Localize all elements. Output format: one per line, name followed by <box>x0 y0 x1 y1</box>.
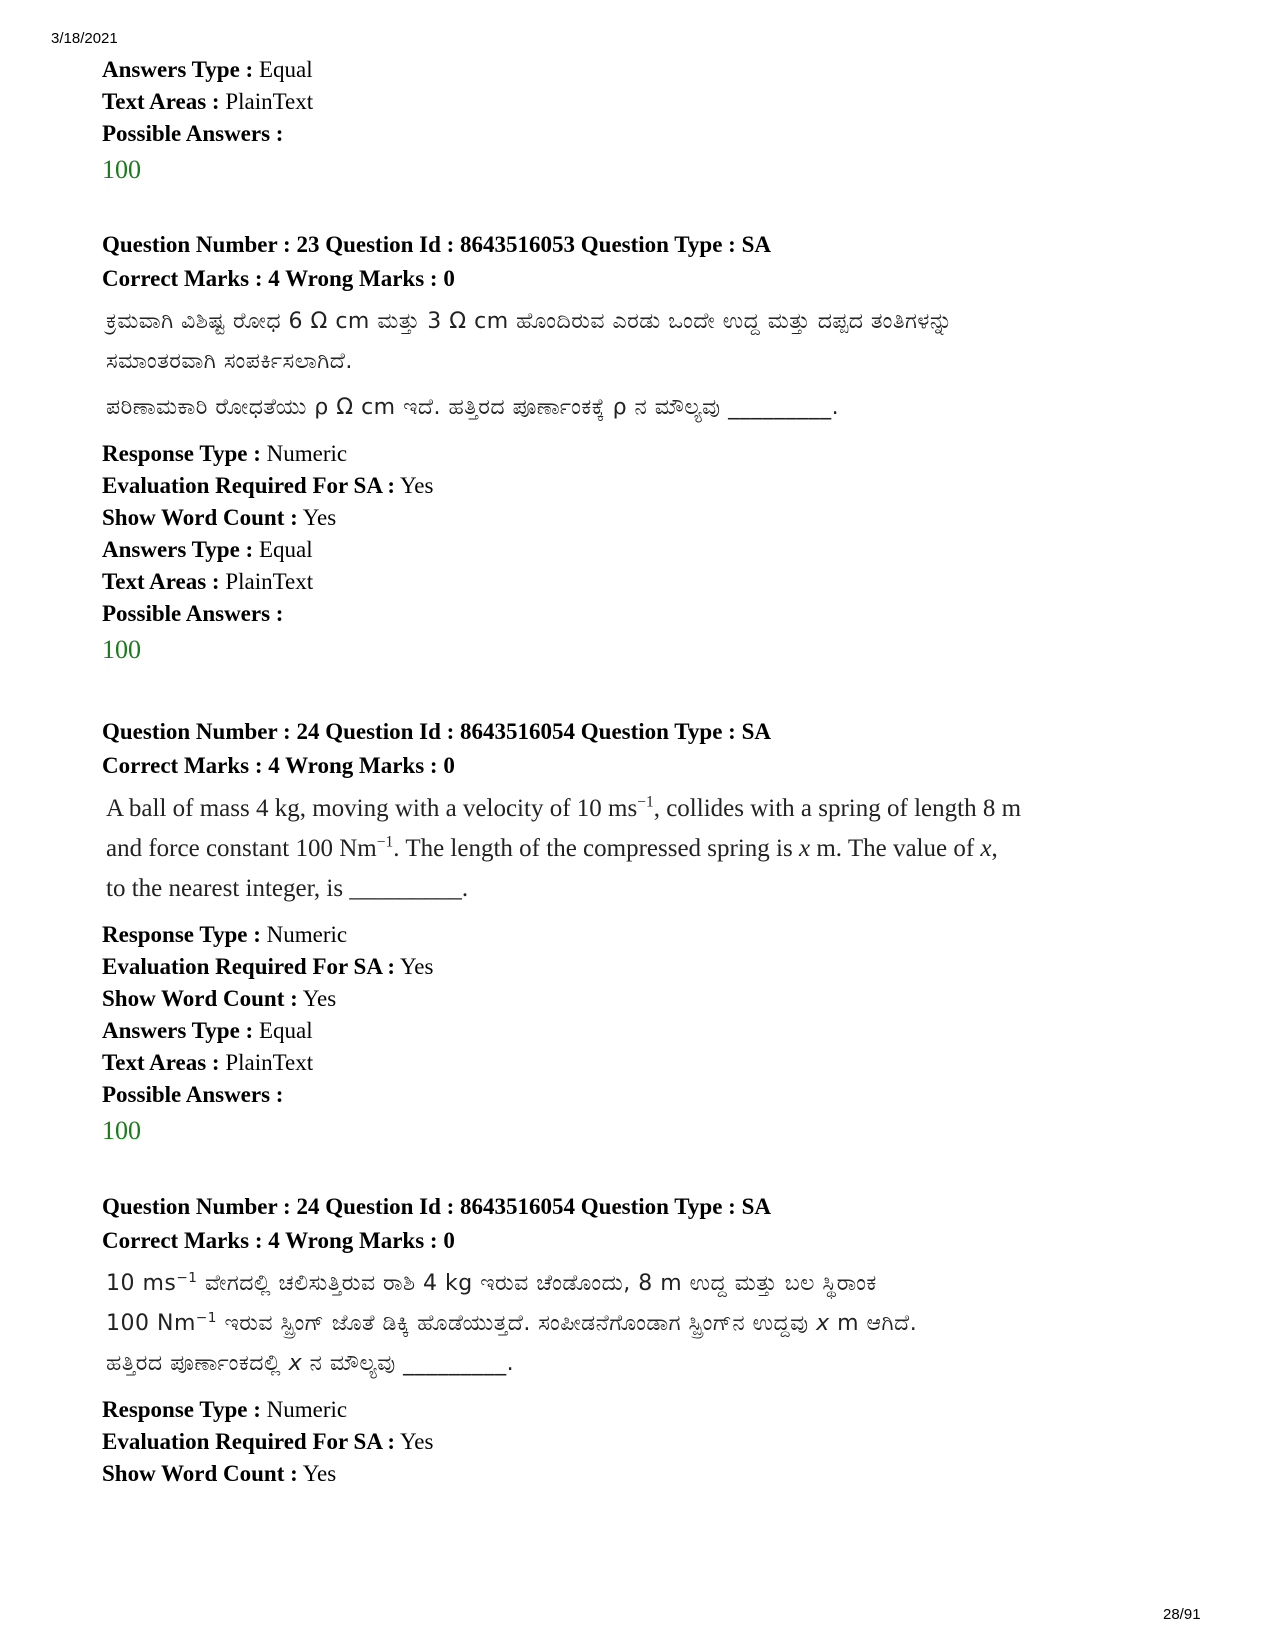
question-text-line: ಪರಿಣಾಮಕಾರಿ ರೋಧತೆಯು ρ Ω cm ಇದೆ. ಹತ್ತಿರದ ಪೂರ್ಣಾಂಕಕ್ಕೆ ρ ನ ಮೌಲ್ಯವು _________. <box>106 395 840 420</box>
text-areas-label: Text Areas : <box>102 1050 220 1075</box>
text-areas-row <box>102 1047 1182 1079</box>
possible-answers-row <box>102 118 1182 150</box>
response-type-value: Numeric <box>266 922 348 947</box>
possible-answer-value: 100 <box>102 635 141 664</box>
question-text-line: ಸಮಾಂತರವಾಗಿ ಸಂಪರ್ಕಿಸಲಾಗಿದೆ. <box>106 349 353 374</box>
answers-type-value: Equal <box>258 57 313 82</box>
evaluation-required-value: Yes <box>400 473 434 498</box>
show-word-count-value: Yes <box>302 986 337 1011</box>
show-word-count-row <box>102 502 1182 534</box>
response-type-row <box>102 1394 1182 1426</box>
response-type-label: Response Type : <box>102 922 261 947</box>
possible-answers-row <box>102 1079 1182 1111</box>
response-type-row <box>102 438 1182 470</box>
response-type-value: Numeric <box>266 1397 348 1422</box>
question-text-line: to the nearest integer, is _________. <box>106 875 469 902</box>
possible-answer-value: 100 <box>102 155 141 184</box>
question-text <box>102 296 1182 434</box>
text-areas-row <box>102 86 1182 118</box>
question-text-line: ಕ್ರಮವಾಗಿ ವಿಶಿಷ್ಟ ರೋಧ 6 Ω cm ಮತ್ತು 3 Ω cm ಹೊಂದಿರುವ ಎರಡು ಒಂದೇ ಉದ್ದ ಮತ್ತು ದಪ್ಪದ ತಂತಿಗಳನ್ನು <box>106 309 953 334</box>
question-text-line: 10 $ms^{-1}$ ವೇಗದಲ್ಲಿ ಚಲಿಸುತ್ತಿರುವ ರಾಶಿ 4 kg ಇರುವ ಚೆಂಡೊಂದು, 8 m ಉದ್ದ ಮತ್ತು ಬಲ ಸ್ಥಿರಾಂಕ <box>106 1269 877 1296</box>
question-marks: Correct Marks : 4 Wrong Marks : 0 <box>102 266 455 291</box>
answers-type-value: Equal <box>258 1018 313 1043</box>
evaluation-required-label: Evaluation Required For SA : <box>102 1429 396 1454</box>
show-word-count-label: Show Word Count : <box>102 505 298 530</box>
text-areas-value: PlainText <box>225 89 314 114</box>
possible-answer-value: 100 <box>102 1116 141 1145</box>
show-word-count-label: Show Word Count : <box>102 986 298 1011</box>
show-word-count-value: Yes <box>302 505 337 530</box>
text-areas-value: PlainText <box>225 569 314 594</box>
answers-type-label: Answers Type : <box>102 537 254 562</box>
question-header: Question Number : 24 Question Id : 8643516054 Question Type : SA <box>102 1194 771 1219</box>
response-type-row <box>102 919 1182 951</box>
response-type-label: Response Type : <box>102 441 261 466</box>
possible-answers-row <box>102 598 1182 630</box>
question-text-line: and force constant 100 $Nm^{-1}$. The length of the compressed spring is x m. The value of x, <box>106 833 998 862</box>
previous-question-tail <box>102 54 1182 190</box>
show-word-count-row <box>102 1458 1182 1490</box>
answers-type-label: Answers Type : <box>102 1018 254 1043</box>
evaluation-required-row <box>102 951 1182 983</box>
evaluation-required-value: Yes <box>400 1429 434 1454</box>
answers-type-row <box>102 534 1182 566</box>
text-areas-label: Text Areas : <box>102 89 220 114</box>
question-text-line: A ball of mass 4 kg, moving with a velocity of 10 $ms^{-1}$, collides with a spring of length 8 m <box>106 793 1022 822</box>
question-marks: Correct Marks : 4 Wrong Marks : 0 <box>102 753 455 778</box>
text-areas-value: PlainText <box>225 1050 314 1075</box>
question-24-english <box>102 715 1182 1151</box>
print-date: 3/18/2021 <box>51 30 118 47</box>
response-type-value: Numeric <box>266 441 348 466</box>
question-text <box>102 783 1182 915</box>
answers-type-row <box>102 1015 1182 1047</box>
possible-answers-label: Possible Answers : <box>102 121 284 146</box>
question-text <box>102 1258 1182 1390</box>
question-23 <box>102 228 1182 670</box>
possible-answers-label: Possible Answers : <box>102 1082 284 1107</box>
show-word-count-row <box>102 983 1182 1015</box>
answers-type-value: Equal <box>258 537 313 562</box>
show-word-count-label: Show Word Count : <box>102 1461 298 1486</box>
question-text-line: 100 $Nm^{-1}$ ಇರುವ ಸ್ಪ್ರಿಂಗ್ ಜೊತೆ ಡಿಕ್ಕಿ ಹೊಡೆಯುತ್ತದೆ. ಸಂಪೀಡನೆಗೊಂಡಾಗ ಸ್ಪ್ರಿಂಗ್‌ನ ಉದ್ದವು x m ಆಗಿದೆ. <box>106 1309 918 1336</box>
answers-type-row <box>102 54 1182 86</box>
possible-answers-label: Possible Answers : <box>102 601 284 626</box>
answers-type-label: Answers Type : <box>102 57 254 82</box>
evaluation-required-row <box>102 470 1182 502</box>
response-type-label: Response Type : <box>102 1397 261 1422</box>
evaluation-required-value: Yes <box>400 954 434 979</box>
page-number: 28/91 <box>1163 1606 1201 1623</box>
question-text-line: ಹತ್ತಿರದ ಪೂರ್ಣಾಂಕದಲ್ಲಿ x ನ ಮೌಲ್ಯವು _________. <box>106 1351 515 1376</box>
question-header: Question Number : 23 Question Id : 8643516053 Question Type : SA <box>102 232 771 257</box>
question-marks: Correct Marks : 4 Wrong Marks : 0 <box>102 1228 455 1253</box>
show-word-count-value: Yes <box>302 1461 337 1486</box>
text-areas-row <box>102 566 1182 598</box>
evaluation-required-label: Evaluation Required For SA : <box>102 473 396 498</box>
question-header: Question Number : 24 Question Id : 8643516054 Question Type : SA <box>102 719 771 744</box>
evaluation-required-label: Evaluation Required For SA : <box>102 954 396 979</box>
text-areas-label: Text Areas : <box>102 569 220 594</box>
question-24-kannada <box>102 1190 1182 1490</box>
evaluation-required-row <box>102 1426 1182 1458</box>
